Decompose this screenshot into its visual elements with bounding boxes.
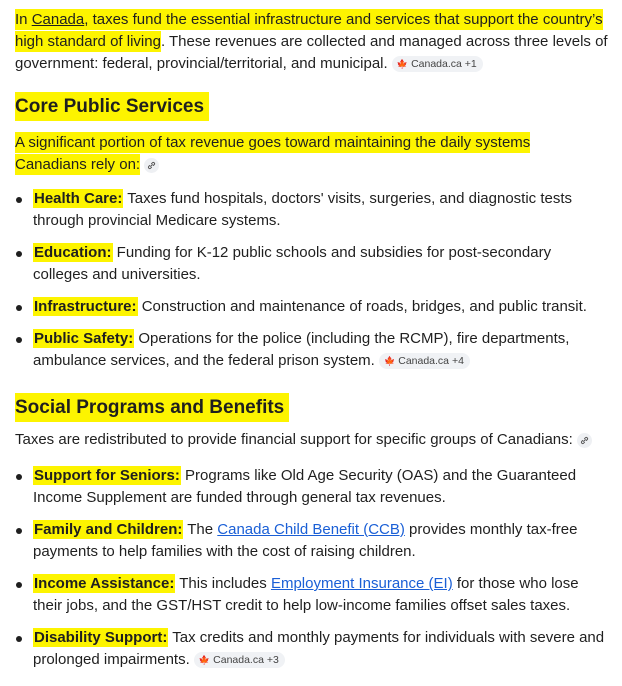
intro-highlight: , taxes fund the essential infrastructure and services that support the country’s high standard of living xyxy=(15,11,603,50)
item-title: Education: xyxy=(34,244,112,261)
item-title: Health Care: xyxy=(34,190,123,207)
item-text: The xyxy=(183,521,218,538)
intro-paragraph xyxy=(15,9,610,75)
source-chip-label: Canada.ca +1 xyxy=(411,58,477,70)
maple-leaf-icon: 🍁 xyxy=(198,655,211,665)
item-text: This includes xyxy=(175,575,271,592)
item-title: Support for Seniors: xyxy=(34,467,180,484)
item-title: Disability Support: xyxy=(34,629,168,646)
item-title: Infrastructure: xyxy=(34,298,137,315)
maple-leaf-icon: 🍁 xyxy=(396,59,409,69)
core-lead xyxy=(15,132,605,176)
link-icon[interactable] xyxy=(577,433,592,448)
social-programs-list xyxy=(15,465,610,671)
ei-link[interactable]: Employment Insurance (EI) xyxy=(270,575,453,592)
source-chip-label: Canada.ca +3 xyxy=(213,654,279,666)
item-text: Programs like Old Age Security (OAS) and the Guaranteed Income Supplement are funded through general tax revenues. xyxy=(33,467,577,506)
intro-rest: . These revenues are collected and managed across three levels of government: federal, provincial/territorial, and municipal. xyxy=(15,33,608,72)
item-text: Tax credits and monthly payments for individuals with severe and prolonged impairments. xyxy=(33,629,605,668)
item-text: Operations for the police (including the RCMP), fire departments, ambulance services, and the federal prison system. xyxy=(33,330,570,369)
maple-leaf-icon: 🍁 xyxy=(384,356,396,366)
link-icon[interactable] xyxy=(144,158,159,173)
item-text: Taxes fund hospitals, doctors' visits, surgeries, and diagnostic tests through provincial Medicare systems. xyxy=(33,190,573,229)
list-item xyxy=(15,573,610,617)
list-item xyxy=(15,519,610,563)
item-title: Family and Children: xyxy=(34,521,183,538)
core-services-heading: Core Public Services xyxy=(15,93,209,121)
item-title: Public Safety: xyxy=(34,330,134,347)
list-item xyxy=(15,188,610,232)
list-item xyxy=(15,328,610,372)
source-chip[interactable] xyxy=(379,353,470,369)
item-text: Construction and maintenance of roads, bridges, and public transit. xyxy=(137,298,587,315)
list-item xyxy=(15,296,610,318)
list-item xyxy=(15,465,610,509)
ccb-link[interactable]: Canada Child Benefit (CCB) xyxy=(217,521,405,538)
social-lead xyxy=(15,429,605,451)
core-lead-text: A significant portion of tax revenue goes toward maintaining the daily systems Canadians rely on: xyxy=(15,134,531,173)
intro-pre: In xyxy=(15,11,32,28)
source-chip[interactable] xyxy=(392,56,483,72)
social-programs-heading: Social Programs and Benefits xyxy=(15,394,289,422)
social-lead-text: Taxes are redistributed to provide financial support for specific groups of Canadians: xyxy=(15,431,573,448)
list-item xyxy=(15,242,610,286)
item-text: Funding for K-12 public schools and subsidies for post-secondary colleges and universities. xyxy=(33,244,552,283)
item-title: Income Assistance: xyxy=(34,575,175,592)
canada-link[interactable]: Canada xyxy=(31,11,85,28)
item-text: for those who lose their jobs, and the GST/HST credit to help low-income families offset sales taxes. xyxy=(33,575,579,614)
source-chip[interactable] xyxy=(194,652,285,668)
source-chip-label: Canada.ca +4 xyxy=(398,355,464,367)
list-item xyxy=(15,627,610,671)
item-text: provides monthly tax-free payments to help families with the cost of raising children. xyxy=(33,521,578,560)
core-services-list xyxy=(15,188,610,372)
